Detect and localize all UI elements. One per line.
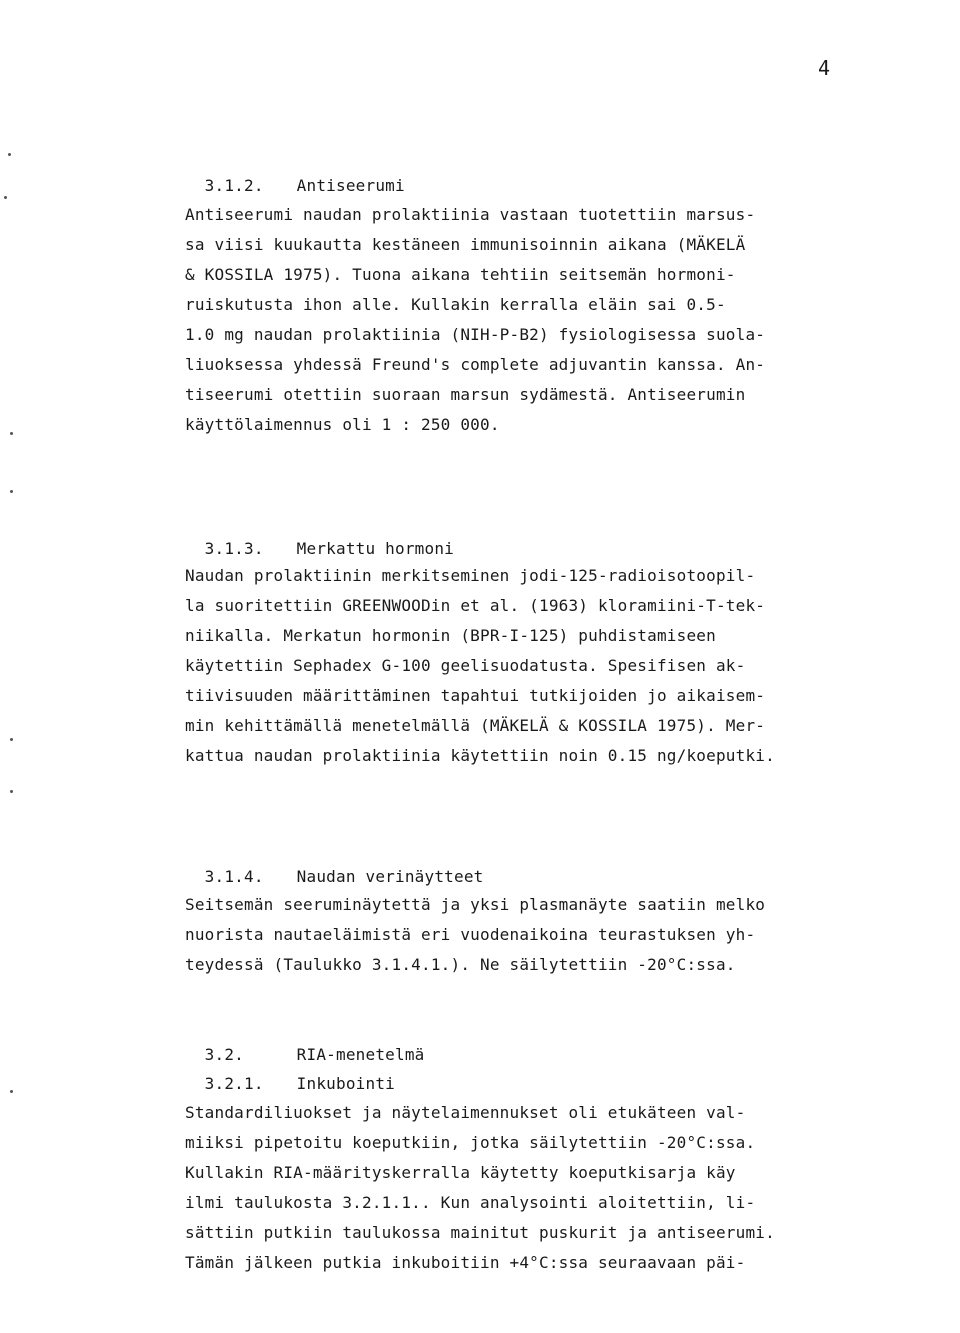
text-line: teydessä (Taulukko 3.1.4.1.). Ne säilytettiin -20°C:ssa. [185, 955, 736, 974]
section-title: Merkattu hormoni [296, 539, 454, 558]
text-line: Standardiliuokset ja näytelaimennukset oli etukäteen val- [185, 1103, 746, 1122]
section-title: RIA-menetelmä [296, 1045, 425, 1064]
scan-speck [10, 490, 13, 493]
text-line: la suoritettiin GREENWOODin et al. (1963) kloramiini-T-tek- [185, 596, 766, 615]
paragraph-verinaytteet [185, 890, 885, 980]
text-line: sa viisi kuukautta kestäneen immunisoinnin aikana (MÄKELÄ [185, 235, 746, 254]
section-number: 3.1.4. [204, 867, 264, 886]
scan-speck [10, 1090, 13, 1093]
text-line: 1.0 mg naudan prolaktiinia (NIH-P-B2) fysiologisessa suola- [185, 325, 766, 344]
text-line: käyttölaimennus oli 1 : 250 000. [185, 415, 500, 434]
page-number: 4 [818, 56, 831, 80]
section-heading-3-1-4 [185, 832, 484, 892]
paragraph-merkattu-hormoni [185, 561, 885, 771]
scan-speck [10, 432, 13, 435]
section-number: 3.1.2. [204, 176, 264, 195]
text-line: Seitsemän seeruminäytettä ja yksi plasmanäyte saatiin melko [185, 895, 766, 914]
section-heading-3-2-1 [185, 1039, 395, 1099]
text-line: min kehittämällä menetelmällä (MÄKELÄ & KOSSILA 1975). Mer- [185, 716, 766, 735]
text-line: niikalla. Merkatun hormonin (BPR-I-125) puhdistamiseen [185, 626, 716, 645]
text-line: tiseerumi otettiin suoraan marsun sydämestä. Antiseerumin [185, 385, 746, 404]
text-line: Tämän jälkeen putkia inkuboitiin +4°C:ssa seuraavaan päi- [185, 1253, 746, 1272]
text-line: ilmi taulukosta 3.2.1.1.. Kun analysointi aloitettiin, li- [185, 1193, 756, 1212]
text-line: liuoksessa yhdessä Freund's complete adjuvantin kanssa. An- [185, 355, 766, 374]
section-number: 3.2.1. [204, 1074, 264, 1093]
text-line: sättiin putkiin taulukossa mainitut puskurit ja antiseerumi. [185, 1223, 775, 1242]
text-line: & KOSSILA 1975). Tuona aikana tehtiin seitsemän hormoni- [185, 265, 736, 284]
text-line: Naudan prolaktiinin merkitseminen jodi-125-radioisotoopil- [185, 566, 756, 585]
section-title: Antiseerumi [296, 176, 405, 195]
section-number: 3.1.3. [204, 539, 264, 558]
section-title: Naudan verinäytteet [296, 867, 484, 886]
text-line: Antiseerumi naudan prolaktiinia vastaan tuotettiin marsus- [185, 205, 756, 224]
scan-speck [8, 153, 11, 156]
text-line: Kullakin RIA-määrityskerralla käytetty koeputkisarja käy [185, 1163, 736, 1182]
text-line: käytettiin Sephadex G-100 geelisuodatusta. Spesifisen ak- [185, 656, 746, 675]
section-title: Inkubointi [296, 1074, 395, 1093]
text-line: tiivisuuden määrittäminen tapahtui tutkijoiden jo aikaisem- [185, 686, 766, 705]
section-number: 3.2. [204, 1045, 245, 1064]
text-line: nuorista nautaeläimistä eri vuodenaikoina teurastuksen yh- [185, 925, 756, 944]
section-heading-3-1-3 [185, 504, 454, 564]
paragraph-inkubointi [185, 1098, 885, 1278]
scan-speck [10, 790, 13, 793]
section-heading-3-1-2 [185, 141, 405, 201]
text-line: ruiskutusta ihon alle. Kullakin kerralla eläin sai 0.5- [185, 295, 726, 314]
text-line: miiksi pipetoitu koeputkiin, jotka säilytettiin -20°C:ssa. [185, 1133, 756, 1152]
paragraph-antiseerumi [185, 200, 885, 440]
text-line: kattua naudan prolaktiinia käytettiin noin 0.15 ng/koeputki. [185, 746, 775, 765]
scan-speck [4, 196, 7, 199]
scan-speck [10, 738, 13, 741]
